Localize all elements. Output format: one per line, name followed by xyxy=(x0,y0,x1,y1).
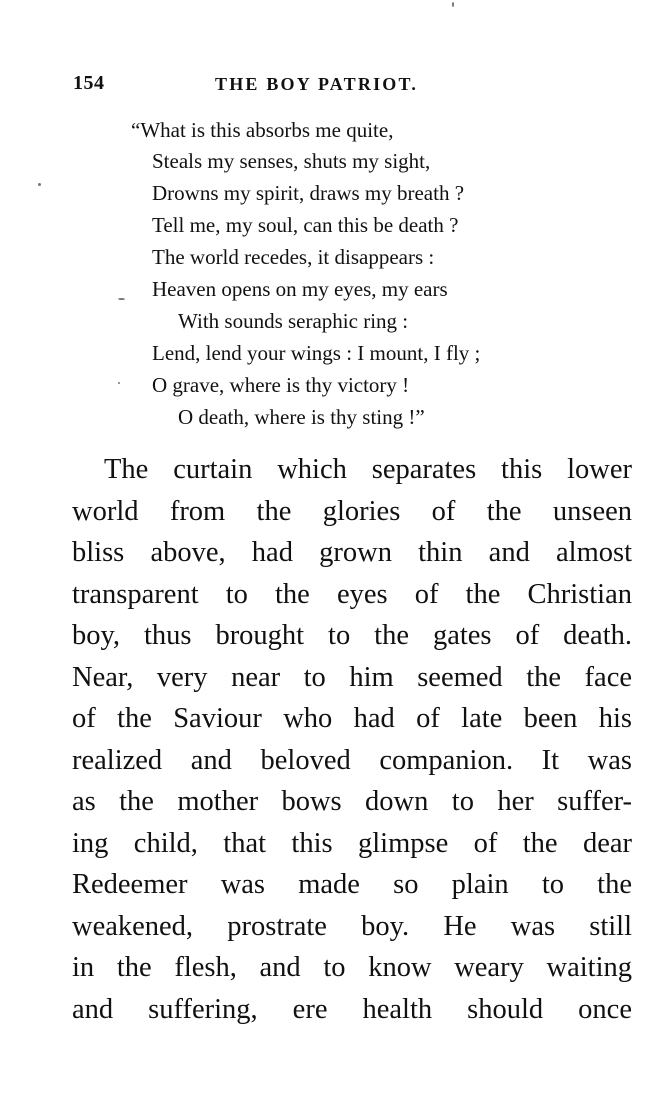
prose-line: in the flesh, and to know weary waiting xyxy=(72,952,632,983)
prose-line: boy, thus brought to the gates of death. xyxy=(72,620,632,651)
page-number: 154 xyxy=(73,72,105,94)
prose-line: bliss above, had grown thin and almost xyxy=(72,537,632,568)
scan-speck xyxy=(118,298,125,300)
poem-line: The world recedes, it disappears : xyxy=(152,245,435,269)
poem-line: O death, where is thy sting !” xyxy=(178,405,425,429)
page-header xyxy=(0,72,668,100)
poem-line: Lend, lend your wings : I mount, I fly ; xyxy=(152,341,481,365)
scan-speck xyxy=(118,382,120,384)
prose-line: world from the glories of the unseen xyxy=(72,495,632,527)
prose-line: realized and beloved companion. It was xyxy=(72,744,632,776)
prose-line: weakened, prostrate boy. He was still xyxy=(72,910,632,942)
scan-speck xyxy=(452,2,454,7)
poem-line: With sounds seraphic ring : xyxy=(178,309,409,333)
prose-line: ing child, that this glimpse of the dear xyxy=(72,827,632,859)
poem-line: Tell me, my soul, can this be death ? xyxy=(152,213,459,237)
prose-line: and suffering, ere health should once xyxy=(72,993,632,1025)
prose-paragraph xyxy=(72,449,632,1030)
poem-line: Drowns my spirit, draws my breath ? xyxy=(152,181,465,205)
poem-line: “What is this absorbs me quite, xyxy=(131,118,394,142)
prose-line: Redeemer was made so plain to the xyxy=(72,869,632,900)
poem-line: O grave, where is thy victory ! xyxy=(152,373,410,397)
poem-line: Heaven opens on my eyes, my ears xyxy=(152,277,448,301)
prose-line: Near, very near to him seemed the face xyxy=(72,661,632,693)
prose-line: transparent to the eyes of the Christian xyxy=(72,578,632,610)
poem-line: Steals my senses, shuts my sight, xyxy=(152,149,431,173)
running-title: THE BOY PATRIOT. xyxy=(215,74,419,94)
prose-line: The curtain which separates this lower xyxy=(104,454,632,485)
prose-line: as the mother bows down to her suffer- xyxy=(72,786,632,817)
scan-speck xyxy=(38,183,41,186)
prose-line: of the Saviour who had of late been his xyxy=(72,703,632,734)
